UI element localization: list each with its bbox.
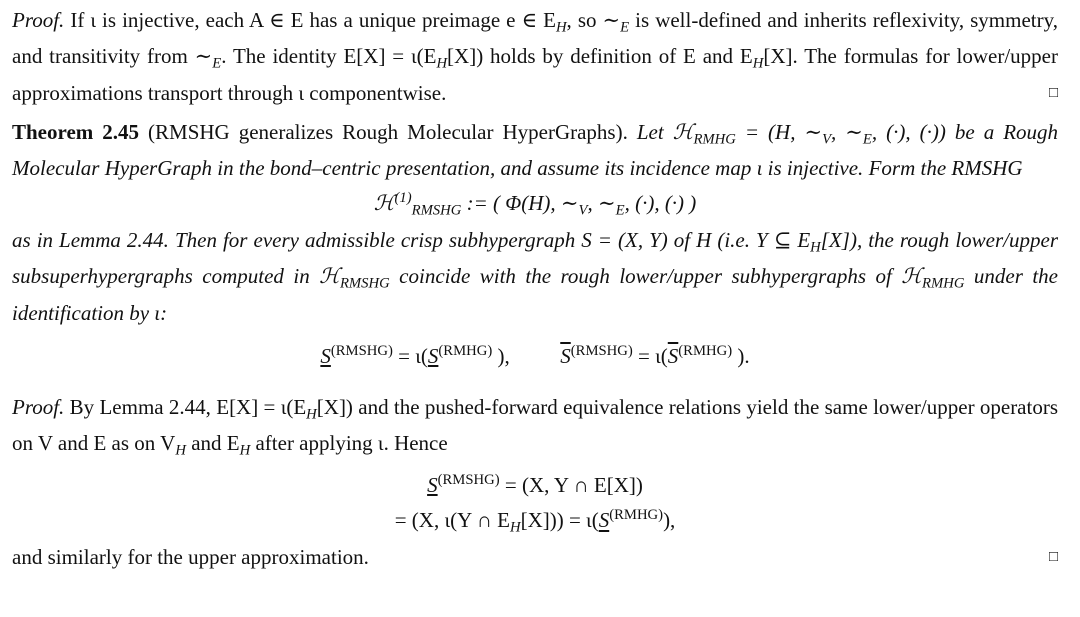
proof1-line2: symmetry, and transitivity from $\sim_E$. The identity $E[X] = \iota(E_H[X])$ holds by definition of E and $E_H[X]$. The — [12, 8, 1058, 72]
proof2-final: and similarly for the upper approximation. □ — [12, 543, 1058, 572]
theorem-text-3: Form the RMSHG — [868, 156, 1023, 181]
theorem-text-4: as in Lemma 2.44. Then for every admissible crisp subhypergraph S = (X, Y) of H (i.e. Y ⊆ $E_H[X]$), the rough — [12, 227, 950, 256]
theorem-text-5: lower/upper subsuperhypergraphs computed in ℋ$_{RMSHG}$ coincide with the rough lower/upper subhypergraphs — [12, 227, 1058, 292]
proof-equation-2: = (X, ι(Y ∩ $E_H[X])) = \iota(S^{(RMHG)})$, — [394, 507, 676, 536]
proof-block-2 — [12, 393, 1058, 466]
theorem-text-1: Let ℋ$_{RMHG}$ = (H, $\sim_V$, $\sim_E$, (·), (·)) be — [636, 119, 975, 148]
proof-label: Proof. — [12, 8, 65, 32]
proof-label: Proof. — [12, 394, 65, 419]
proof1-line3: formulas for lower/upper approximations transport through ι componentwise. — [12, 44, 1058, 105]
theorem-label: Theorem 2.45 — [12, 119, 140, 144]
identification-equation: $S^{(RMSHG)} = \iota(S^{(RMHG)}$ ), $\overline{S}^{(RMSHG)} = \iota(\overline{S}^{(RMHG)}$ ). — [320, 342, 750, 368]
definition-equation: ℋ$^{(1)}_{RMSHG}$ := ( Φ(H), $\sim_V$, $\sim_E$, (·), (·) ) — [373, 190, 697, 219]
qed-symbol: □ — [1048, 548, 1058, 565]
paper-page — [12, 6, 1058, 572]
theorem-text-6: of ℋ$_{RMHG}$ under the identification by ι: — [12, 264, 1058, 325]
proof1-line1: If ι is injective, each A ∈ E has a unique preimage e ∈ $E_H$, so $\sim_E$ is well-defined and inherits reflexivity, — [70, 8, 965, 36]
theorem-continuation — [12, 226, 1058, 328]
theorem-title: (RMSHG generalizes Rough Molecular HyperGraphs). — [148, 119, 628, 144]
proof2-line2: lower/upper operators on V and E as on $V_H$ and $E_H$ after applying ι. Hence — [12, 394, 1059, 459]
theorem-text-2: a Rough Molecular HyperGraph in the bond–centric presentation, and assume its incidence map ι is injective. — [12, 119, 1059, 181]
qed-symbol: □ — [1048, 84, 1058, 101]
theorem-block — [12, 118, 1058, 183]
proof2-line1: By Lemma 2.44, $E[X] = \iota(E_H[X])$ and the pushed-forward equivalence relations yield the same — [69, 394, 868, 422]
proof-block-1 — [12, 6, 1058, 108]
proof-equation-1: $S^{(RMSHG)} = (X$, Y ∩ E[X]) — [427, 472, 643, 498]
